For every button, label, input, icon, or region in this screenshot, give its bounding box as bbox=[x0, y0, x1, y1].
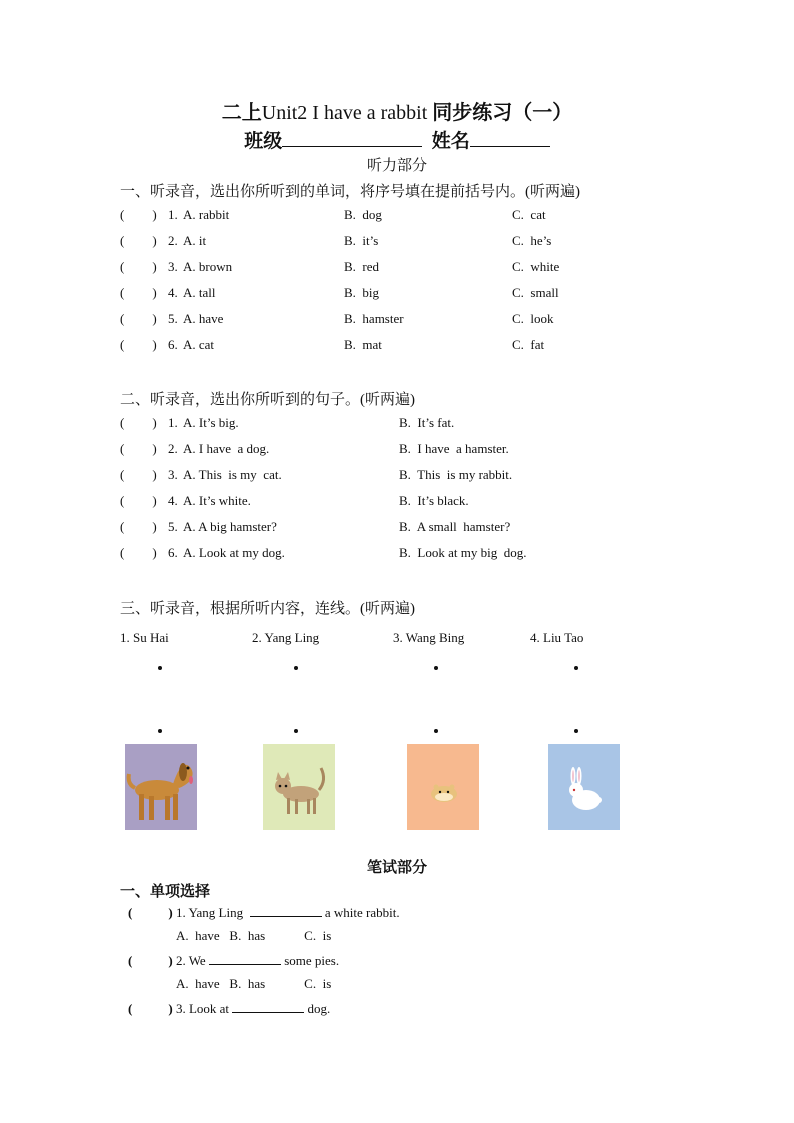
paren-open: ( bbox=[128, 1001, 133, 1016]
option-c: C. look bbox=[512, 311, 554, 326]
written-section1-heading: 一、单项选择 bbox=[120, 882, 211, 900]
question-number: 3. bbox=[168, 259, 178, 274]
rabbit-icon bbox=[548, 744, 620, 830]
person-name: 2. Yang Ling bbox=[252, 630, 320, 645]
answer-paren[interactable] bbox=[120, 415, 157, 431]
class-name-line bbox=[0, 126, 794, 153]
paren-open: ( bbox=[120, 545, 125, 560]
paren-open: ( bbox=[120, 337, 125, 352]
option-b: B. mat bbox=[344, 337, 382, 352]
paren-open: ( bbox=[128, 953, 133, 968]
match-dot-bottom[interactable] bbox=[434, 729, 438, 733]
option-b: B. red bbox=[344, 259, 380, 274]
hamster-icon bbox=[407, 744, 479, 830]
option-b: B. big bbox=[344, 285, 380, 300]
paren-open: ( bbox=[120, 233, 125, 248]
option-b: B. It’s fat. bbox=[399, 415, 455, 430]
question-number: 2. bbox=[168, 441, 178, 456]
paren-open: ( bbox=[120, 311, 125, 326]
paren-close: ) bbox=[152, 467, 157, 482]
person-name: 3. Wang Bing bbox=[393, 630, 465, 645]
q1-text-after: a white rabbit. bbox=[324, 905, 400, 920]
option-a: A. It’s big. bbox=[183, 415, 239, 430]
written-q2 bbox=[128, 952, 339, 969]
match-dot-bottom[interactable] bbox=[294, 729, 298, 733]
option-c: C. he’s bbox=[512, 233, 552, 248]
person-name: 4. Liu Tao bbox=[530, 630, 584, 645]
written-q3 bbox=[128, 1000, 330, 1017]
cat-icon bbox=[263, 744, 335, 830]
paren-open: ( bbox=[128, 905, 133, 920]
q1-text: 1. Yang Ling bbox=[175, 905, 244, 920]
hamster-picture bbox=[407, 744, 479, 830]
paren-open: ( bbox=[120, 259, 125, 274]
answer-paren[interactable] bbox=[120, 337, 157, 353]
title-cn-suffix: 同步练习（一） bbox=[432, 102, 573, 124]
person-name: 1. Su Hai bbox=[120, 630, 169, 645]
q2-text: 2. We bbox=[175, 953, 206, 968]
option-a: A. it bbox=[183, 233, 207, 248]
question-number: 1. bbox=[168, 207, 178, 222]
name-blank[interactable] bbox=[470, 128, 550, 147]
question-number: 3. bbox=[168, 467, 178, 482]
answer-paren[interactable] bbox=[120, 467, 157, 483]
option-a: A. have bbox=[183, 311, 224, 326]
answer-paren[interactable] bbox=[120, 207, 157, 223]
question-number: 2. bbox=[168, 233, 178, 248]
match-dot-top[interactable] bbox=[434, 666, 438, 670]
option-a: A. cat bbox=[183, 337, 215, 352]
option-b: B. it’s bbox=[344, 233, 379, 248]
part2-heading: 二、听录音，选出你所听到的句子。(听两遍) bbox=[120, 392, 415, 408]
paren-open: ( bbox=[120, 207, 125, 222]
option-b: B. It’s black. bbox=[399, 493, 469, 508]
option-c: C. white bbox=[512, 259, 560, 274]
paren-open: ( bbox=[120, 441, 125, 456]
option-b: B. Look at my big dog. bbox=[399, 545, 527, 560]
q3-blank[interactable] bbox=[232, 1000, 304, 1013]
match-dot-top[interactable] bbox=[294, 666, 298, 670]
question-number: 4. bbox=[168, 493, 178, 508]
answer-paren[interactable] bbox=[120, 545, 157, 561]
paren-close: ) bbox=[152, 337, 157, 352]
option-b: B. hamster bbox=[344, 311, 404, 326]
question-number: 6. bbox=[168, 545, 178, 560]
paren-close: ) bbox=[152, 415, 157, 430]
paren-close: ) bbox=[152, 441, 157, 456]
part3-heading: 三、听录音，根据所听内容，连线。(听两遍) bbox=[120, 601, 415, 617]
q1-blank[interactable] bbox=[250, 904, 322, 917]
q2-text-after: some pies. bbox=[284, 953, 340, 968]
answer-paren[interactable] bbox=[120, 493, 157, 509]
written-q1 bbox=[128, 904, 400, 921]
question-number: 4. bbox=[168, 285, 178, 300]
paren-open: ( bbox=[120, 519, 125, 534]
answer-paren[interactable] bbox=[120, 441, 157, 457]
match-dot-bottom[interactable] bbox=[158, 729, 162, 733]
paren-close: ) bbox=[168, 905, 173, 920]
option-a: A. It’s white. bbox=[183, 493, 251, 508]
q2-options: A. have B. has C. is bbox=[176, 976, 332, 991]
option-a: A. This is my cat. bbox=[183, 467, 282, 482]
question-number: 5. bbox=[168, 519, 178, 534]
q2-blank[interactable] bbox=[209, 952, 281, 965]
class-label: 班级 bbox=[244, 131, 283, 152]
title-en: Unit2 I have a rabbit bbox=[261, 102, 428, 124]
q3-text: 3. Look at bbox=[175, 1001, 230, 1016]
paren-close: ) bbox=[168, 1001, 173, 1016]
answer-paren[interactable] bbox=[120, 311, 157, 327]
paren-close: ) bbox=[152, 233, 157, 248]
paren-close: ) bbox=[152, 493, 157, 508]
part1-heading: 一、听录音，选出你所听到的单词，将序号填在提前括号内。(听两遍) bbox=[120, 184, 580, 200]
option-a: A. brown bbox=[183, 259, 233, 274]
question-number: 5. bbox=[168, 311, 178, 326]
rabbit-picture bbox=[548, 744, 620, 830]
match-dot-top[interactable] bbox=[158, 666, 162, 670]
q1-options: A. have B. has C. is bbox=[176, 928, 332, 943]
option-b: B. This is my rabbit. bbox=[399, 467, 513, 482]
q3-text-after: dog. bbox=[307, 1001, 331, 1016]
option-a: A. tall bbox=[183, 285, 216, 300]
paren-close: ) bbox=[152, 207, 157, 222]
paren-open: ( bbox=[120, 493, 125, 508]
paren-close: ) bbox=[152, 519, 157, 534]
option-c: C. cat bbox=[512, 207, 546, 222]
answer-paren[interactable] bbox=[120, 259, 157, 275]
match-dot-top[interactable] bbox=[574, 666, 578, 670]
page-title bbox=[0, 96, 794, 125]
question-number: 1. bbox=[168, 415, 178, 430]
paren-close: ) bbox=[152, 311, 157, 326]
paren-open: ( bbox=[120, 285, 125, 300]
name-label: 姓名 bbox=[431, 131, 470, 152]
answer-paren[interactable] bbox=[120, 519, 157, 535]
paren-close: ) bbox=[152, 285, 157, 300]
answer-paren[interactable] bbox=[120, 285, 157, 301]
paren-open: ( bbox=[120, 415, 125, 430]
cat-picture bbox=[263, 744, 335, 830]
listening-heading: 听力部分 bbox=[366, 158, 427, 174]
match-dot-bottom[interactable] bbox=[574, 729, 578, 733]
option-b: B. I have a hamster. bbox=[399, 441, 509, 456]
written-heading: 笔试部分 bbox=[366, 858, 427, 876]
dog-picture bbox=[125, 744, 197, 830]
class-blank[interactable] bbox=[282, 128, 422, 147]
paren-open: ( bbox=[120, 467, 125, 482]
option-a: A. A big hamster? bbox=[183, 519, 277, 534]
question-number: 6. bbox=[168, 337, 178, 352]
paren-close: ) bbox=[152, 545, 157, 560]
dog-icon bbox=[125, 744, 197, 830]
title-cn-prefix: 二上 bbox=[221, 102, 262, 124]
paren-close: ) bbox=[152, 259, 157, 274]
answer-paren[interactable] bbox=[120, 233, 157, 249]
option-b: B. A small hamster? bbox=[399, 519, 511, 534]
option-a: A. I have a dog. bbox=[183, 441, 270, 456]
option-a: A. rabbit bbox=[183, 207, 230, 222]
option-c: C. fat bbox=[512, 337, 545, 352]
paren-close: ) bbox=[168, 953, 173, 968]
option-b: B. dog bbox=[344, 207, 382, 222]
option-c: C. small bbox=[512, 285, 559, 300]
option-a: A. Look at my dog. bbox=[183, 545, 285, 560]
